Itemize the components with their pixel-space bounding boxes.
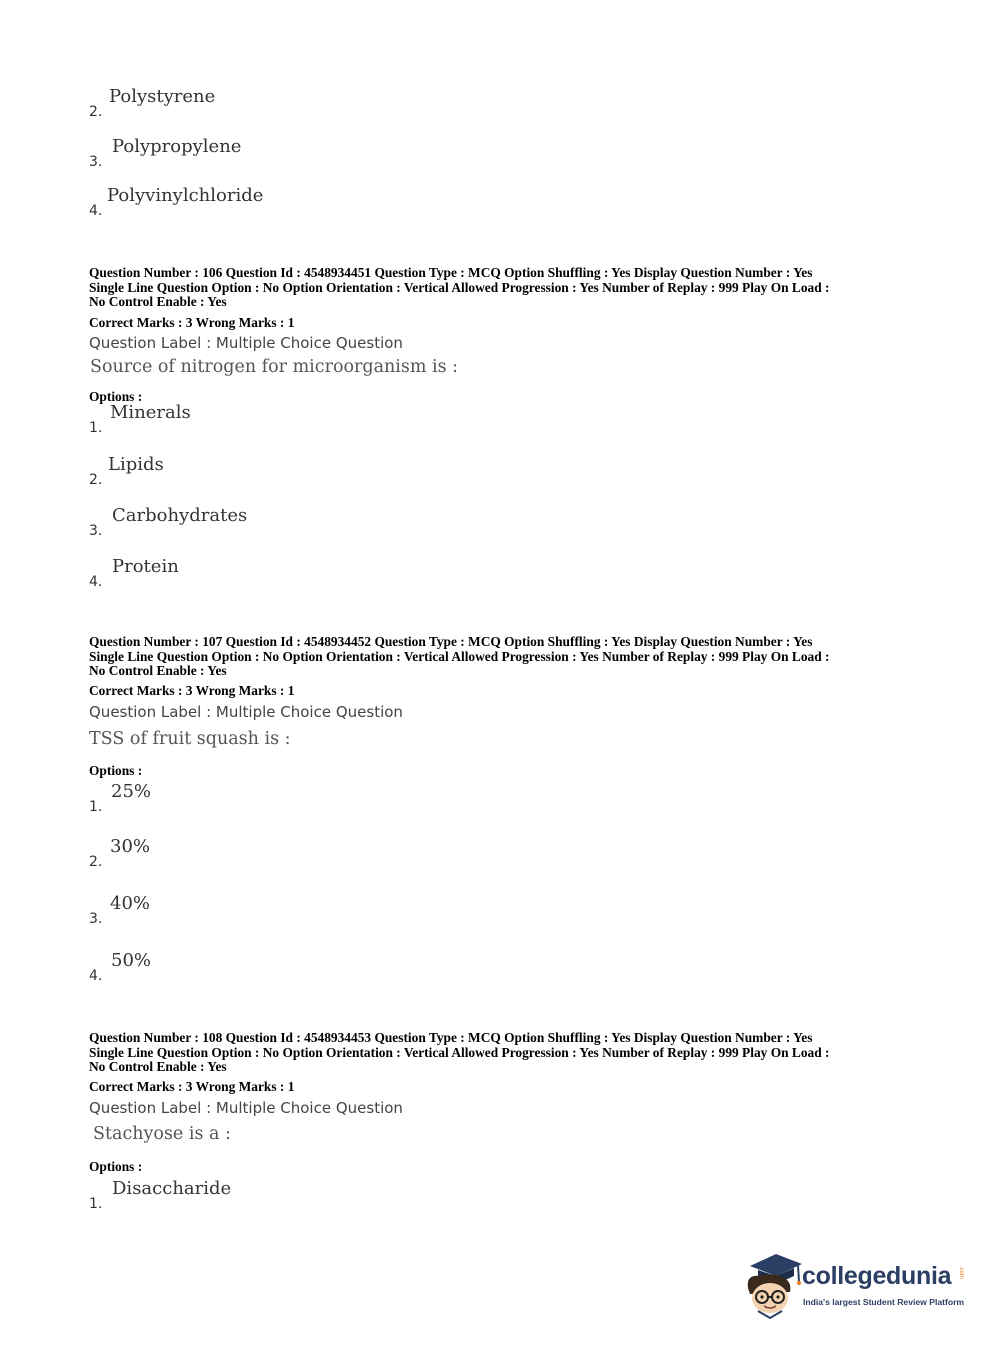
option-text: Polyvinylchloride [107,185,264,206]
option-number: 2. [89,472,103,488]
option-text: Polypropylene [112,136,242,157]
option-number: 2. [89,854,103,870]
question-meta [89,1031,919,1075]
question-label: Question Label : Multiple Choice Question [89,334,403,352]
option-text: 50% [111,950,152,971]
meta-line: Question Number : 106 Question Id : 4548934451 Question Type : MCQ Option Shuffling : Yes Display Question Number : Yes [89,265,813,280]
option-number: 4. [89,203,103,219]
option-text: Minerals [110,402,191,423]
question-text: Source of nitrogen for microorganism is : [90,357,459,377]
option-text: 25% [111,781,152,802]
option-number: 4. [89,574,103,590]
question-marks: Correct Marks : 3 Wrong Marks : 1 [89,683,295,698]
meta-line: Question Number : 108 Question Id : 4548934453 Question Type : MCQ Option Shuffling : Yes Display Question Number : Yes [89,1030,813,1045]
mascot-graduate-icon [742,1248,804,1320]
option-text: Protein [112,556,179,577]
option-number: 1. [89,799,103,815]
option-text: 40% [110,893,151,914]
option-number: 2. [89,104,103,120]
option-text: Carbohydrates [112,505,248,526]
meta-line: No Control Enable : Yes [89,663,227,679]
meta-line: Single Line Question Option : No Option Orientation : Vertical Allowed Progression : Yes Number of Replay : 999 Play On Load : [89,1044,830,1060]
question-meta [89,635,919,679]
question-text: Stachyose is a : [93,1124,231,1144]
question-marks: Correct Marks : 3 Wrong Marks : 1 [89,1079,295,1094]
option-number: 1. [89,420,103,436]
logo-wordmark: collegedunia [802,1262,952,1290]
option-number: 1. [89,1196,103,1212]
meta-line: No Control Enable : Yes [89,294,227,310]
options-heading: Options : [89,1159,143,1174]
meta-line: Question Number : 107 Question Id : 4548934452 Question Type : MCQ Option Shuffling : Yes Display Question Number : Yes [89,634,813,649]
meta-line: Single Line Question Option : No Option Orientation : Vertical Allowed Progression : Yes Number of Replay : 999 Play On Load : [89,279,830,295]
option-number: 3. [89,911,103,927]
logo-tagline: India's largest Student Review Platform [803,1297,965,1307]
meta-line: No Control Enable : Yes [89,1059,227,1075]
option-text: 30% [110,836,151,857]
options-heading: Options : [89,763,143,778]
option-text: Disaccharide [112,1178,232,1199]
meta-line: Single Line Question Option : No Option Orientation : Vertical Allowed Progression : Yes Number of Replay : 999 Play On Load : [89,648,830,664]
logo-com: .com [958,1266,964,1280]
collegedunia-logo [742,1248,972,1320]
option-number: 3. [89,154,103,170]
options-heading: Options : [89,389,143,404]
option-number: 3. [89,523,103,539]
option-number: 4. [89,968,103,984]
question-meta [89,266,919,310]
option-text: Polystyrene [109,86,216,107]
question-text: TSS of fruit squash is : [89,729,291,749]
option-text: Lipids [108,454,164,475]
question-label: Question Label : Multiple Choice Question [89,1099,403,1117]
question-label: Question Label : Multiple Choice Question [89,703,403,721]
question-marks: Correct Marks : 3 Wrong Marks : 1 [89,315,295,330]
